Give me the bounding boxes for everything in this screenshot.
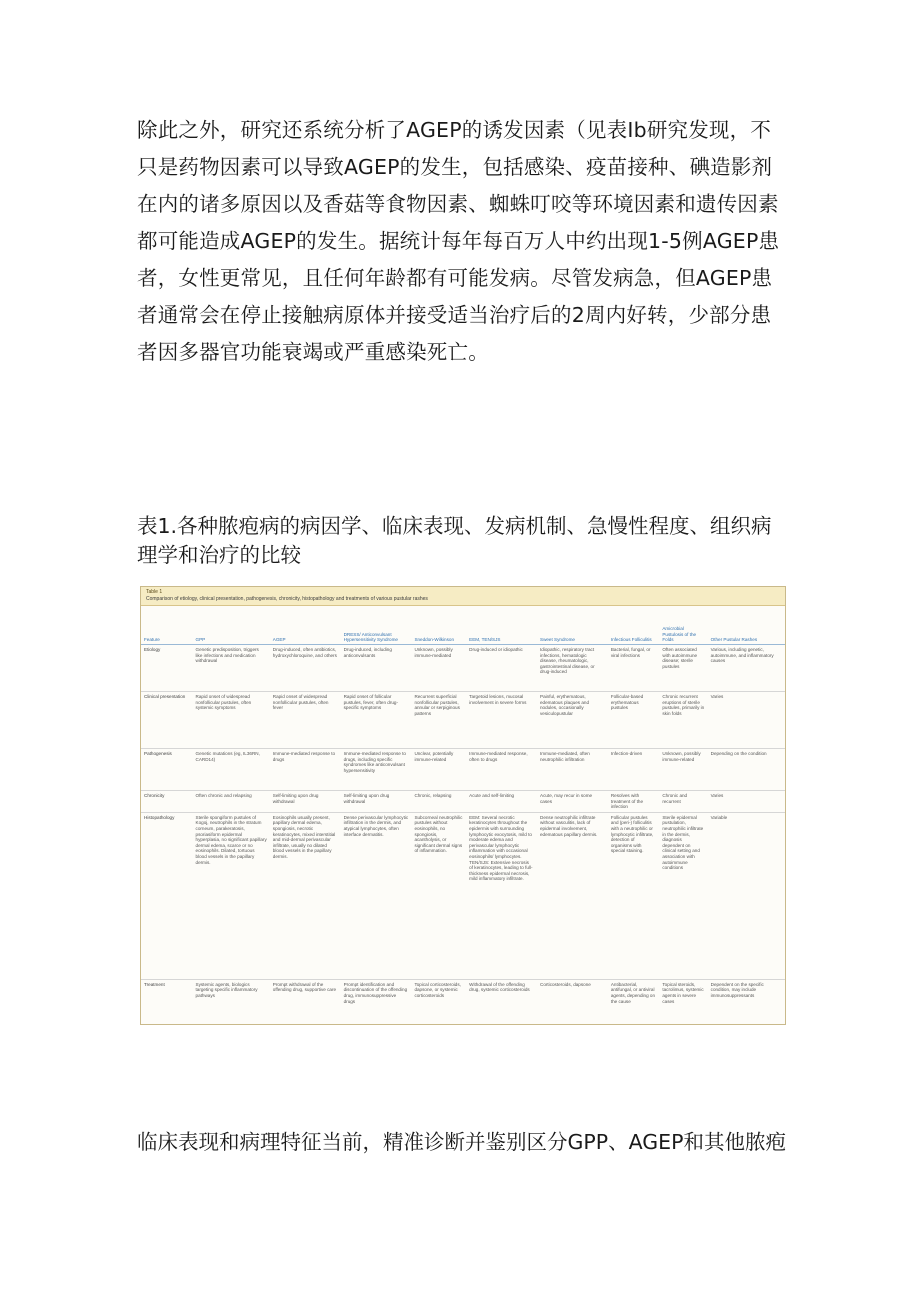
table-cell: Subcorneal neutrophilic pustules without eosinophils, no spongiosis, acantholysis, or significant dermal signs of inflammation. xyxy=(411,812,466,979)
table-column-header: AGEP xyxy=(270,606,341,645)
table-cell: Varies xyxy=(708,692,785,749)
table-cell: Targetoid lesions, mucosal involvement in severe forms xyxy=(466,692,537,749)
table-cell: Variable xyxy=(708,812,785,979)
table-cell: Self-limiting upon drug withdrawal xyxy=(341,791,412,813)
table-row xyxy=(141,979,785,1025)
table-cell: Sterile spongiform pustules of Kogoj, neutrophils in the stratum corneum, parakeratosis, psoriasiform epidermal hyperplasia, no significant papillary dermal edema, scarce or no eosinophils. Dilated, tortuous blood vessels in the papillary dermis. xyxy=(193,812,270,979)
table-cell: Chronic, relapsing xyxy=(411,791,466,813)
table-cell: Unknown, possibly immune-mediated xyxy=(411,645,466,692)
table-cell: Sterile epidermal pustulation, neutrophilic infiltrate in the dermis, diagnosis dependent on clinical setting and association with autoimmune conditions xyxy=(659,812,707,979)
table-cell: Unclear, potentially immune-related xyxy=(411,749,466,791)
table-cell: Idiopathic, respiratory tract infections, hematologic disease, rheumatologic, gastrointestinal disease, or drug-induced xyxy=(537,645,608,692)
table-cell: Drug-induced, often antibiotics, hydroxychloroquine, and others xyxy=(270,645,341,692)
table-cell: Recurrent superficial nonfollicular pustules, annular or serpiginous patterns xyxy=(411,692,466,749)
table-caption: 表1.各种脓疱病的病因学、临床表现、发病机制、急慢性程度、组织病理学和治疗的比较 xyxy=(137,514,772,567)
table-cell: Follicular-based erythematous pustules xyxy=(608,692,660,749)
table-row-label: Chronicity xyxy=(141,791,193,813)
table-column-header: EEM, TEN/SJS xyxy=(466,606,537,645)
comparison-table xyxy=(141,606,785,1025)
table-row xyxy=(141,692,785,749)
table-cell: Rapid onset of widespread nonfollicular pustules, often fever xyxy=(270,692,341,749)
table-cell: Dependent on the specific condition, may include immunosuppressants xyxy=(708,979,785,1025)
table-column-header: Sweet Syndrome xyxy=(537,606,608,645)
table-cell: Systemic agents, biologics targeting specific inflammatory pathways xyxy=(193,979,270,1025)
table-column-header: Feature xyxy=(141,606,193,645)
table-cell: Immune-mediated, often neutrophilic infiltration xyxy=(537,749,608,791)
table-row xyxy=(141,749,785,791)
table-cell: Infection-driven xyxy=(608,749,660,791)
table-cell: Immune-mediated response to drugs, including specific syndromes like anticonvulsant hypersensitivity xyxy=(341,749,412,791)
table-cell: Often associated with autoimmune disease; sterile pustules xyxy=(659,645,707,692)
table-row xyxy=(141,791,785,813)
table-cell: Depending on the condition xyxy=(708,749,785,791)
table-cell: Resolves with treatment of the infection xyxy=(608,791,660,813)
table-column-header: Amicrobial Pustulosis of the Folds xyxy=(659,606,707,645)
table-row-label: Histopathology xyxy=(141,812,193,979)
table-label: Table 1 xyxy=(146,589,163,595)
table-cell: Various, including genetic, autoimmune, and inflammatory causes xyxy=(708,645,785,692)
table-header-band xyxy=(141,587,785,606)
table-cell: Self-limiting upon drug withdrawal xyxy=(270,791,341,813)
paragraph-clinical-diagnosis: 临床表现和病理特征当前，精准诊断并鉴别区分GPP、AGEP和其他脓疱 xyxy=(137,1130,786,1154)
table-cell: Dense neutrophilic infiltrate without vasculitis, lack of epidermal involvement, edematous papillary dermis. xyxy=(537,812,608,979)
table-cell: Drug-induced, including anticonvulsants xyxy=(341,645,412,692)
table-cell: Rapid onset of follicular pustules, fever, often drug-specific symptoms xyxy=(341,692,412,749)
table-header-row xyxy=(141,606,785,645)
table-cell: Varies xyxy=(708,791,785,813)
table-cell: Acute and self-limiting xyxy=(466,791,537,813)
table-title: Comparison of etiology, clinical presentation, pathogenesis, chronicity, histopathology and treatments of various pustular rashes xyxy=(146,596,428,602)
table-cell: Bacterial, fungal, or viral infections xyxy=(608,645,660,692)
table-cell: Topical corticosteroids, dapsone, or systemic corticosteroids xyxy=(411,979,466,1025)
table-cell: Genetic predisposition, triggers like infections and medication withdrawal xyxy=(193,645,270,692)
table-cell: Immune-mediated response, often to drugs xyxy=(466,749,537,791)
table-cell: Withdrawal of the offending drug, systemic corticosteroids xyxy=(466,979,537,1025)
table-cell: Dense perivascular lymphocytic infiltration in the dermis, and atypical lymphocytes, often interface dermatitis. xyxy=(341,812,412,979)
table-cell: Prompt withdrawal of the offending drug, supportive care xyxy=(270,979,341,1025)
table-cell: Eosinophils usually present, papillary dermal edema, spongiosis, necrotic keratinocytes, mixed interstitial and mid-dermal perivascular infiltrate, usually no dilated blood vessels in the papillary dermis. xyxy=(270,812,341,979)
table-cell: EEM: Several necrotic keratinocytes throughout the epidermis with surrounding lymphocytic exocytosis, mild to moderate edema and perivascular lymphocytic inflammation with occasional eosinophils/ lymphocytes. TEN/SJS: Extensive necrosis of keratinocytes, leading to full-thickness epidermal necrosis, mild inflammatory infiltrate. xyxy=(466,812,537,979)
table-cell: Corticosteroids, dapsone xyxy=(537,979,608,1025)
table-row xyxy=(141,812,785,979)
table-cell: Antibacterial, antifungal, or antiviral agents, depending on the cause xyxy=(608,979,660,1025)
table-row-label: Etiology xyxy=(141,645,193,692)
table-column-header: Sneddon-Wilkinson xyxy=(411,606,466,645)
table-cell: Immune-mediated response to drugs xyxy=(270,749,341,791)
table-row-label: Treatment xyxy=(141,979,193,1025)
table-cell: Topical steroids, tacrolimus, systemic agents in severe cases xyxy=(659,979,707,1025)
table-cell: Follicular pustules and (peri-) folliculitis with a neutrophilic or lymphocytic infiltrate, detection of organisms with special staining. xyxy=(608,812,660,979)
table-row xyxy=(141,645,785,692)
table-column-header: Infectious Folliculitis xyxy=(608,606,660,645)
table-cell: Rapid onset of widespread nonfollicular pustules, often systemic symptoms xyxy=(193,692,270,749)
table-row-label: Pathogenesis xyxy=(141,749,193,791)
table-cell: Genetic mutations (eg, IL36RN, CARD14) xyxy=(193,749,270,791)
table-cell: Chronic and recurrent xyxy=(659,791,707,813)
table-cell: Often chronic and relapsing xyxy=(193,791,270,813)
table-cell: Painful, erythematous, edematous plaques and nodules, occasionally vesiculopustular xyxy=(537,692,608,749)
comparison-table-image xyxy=(140,586,786,1025)
table-column-header: GPP xyxy=(193,606,270,645)
table-cell: Unknown, possibly immune-related xyxy=(659,749,707,791)
table-cell: Prompt identification and discontinuation of the offending drug, immunosuppressive drugs xyxy=(341,979,412,1025)
table-row-label: Clinical presentation xyxy=(141,692,193,749)
table-column-header: Other Pustular Rashes xyxy=(708,606,785,645)
paragraph-agep-triggers: 除此之外，研究还系统分析了AGEP的诱发因素（见表Ib研究发现，不只是药物因素可以导致AGEP的发生，包括感染、疫苗接种、碘造影剂在内的诸多原因以及香菇等食物因素、蜘蛛叮咬等环境因素和遗传因素都可能造成AGEP的发生。据统计每年每百万人中约出现1-5例AGEP患者，女性更常见，且任何年龄都有可能发病。尽管发病急，但AGEP患者通常会在停止接触病原体并接受适当治疗后的2周内好转，少部分患者因多器官功能衰竭或严重感染死亡。 xyxy=(137,118,780,364)
table-cell: Chronic recurrent eruptions of sterile pustules, primarily in skin folds xyxy=(659,692,707,749)
table-cell: Acute, may recur in some cases xyxy=(537,791,608,813)
table-cell: Drug-induced or idiopathic xyxy=(466,645,537,692)
table-column-header: DRESS/ Anticonvulsant Hypersensitivity Syndrome xyxy=(341,606,412,645)
